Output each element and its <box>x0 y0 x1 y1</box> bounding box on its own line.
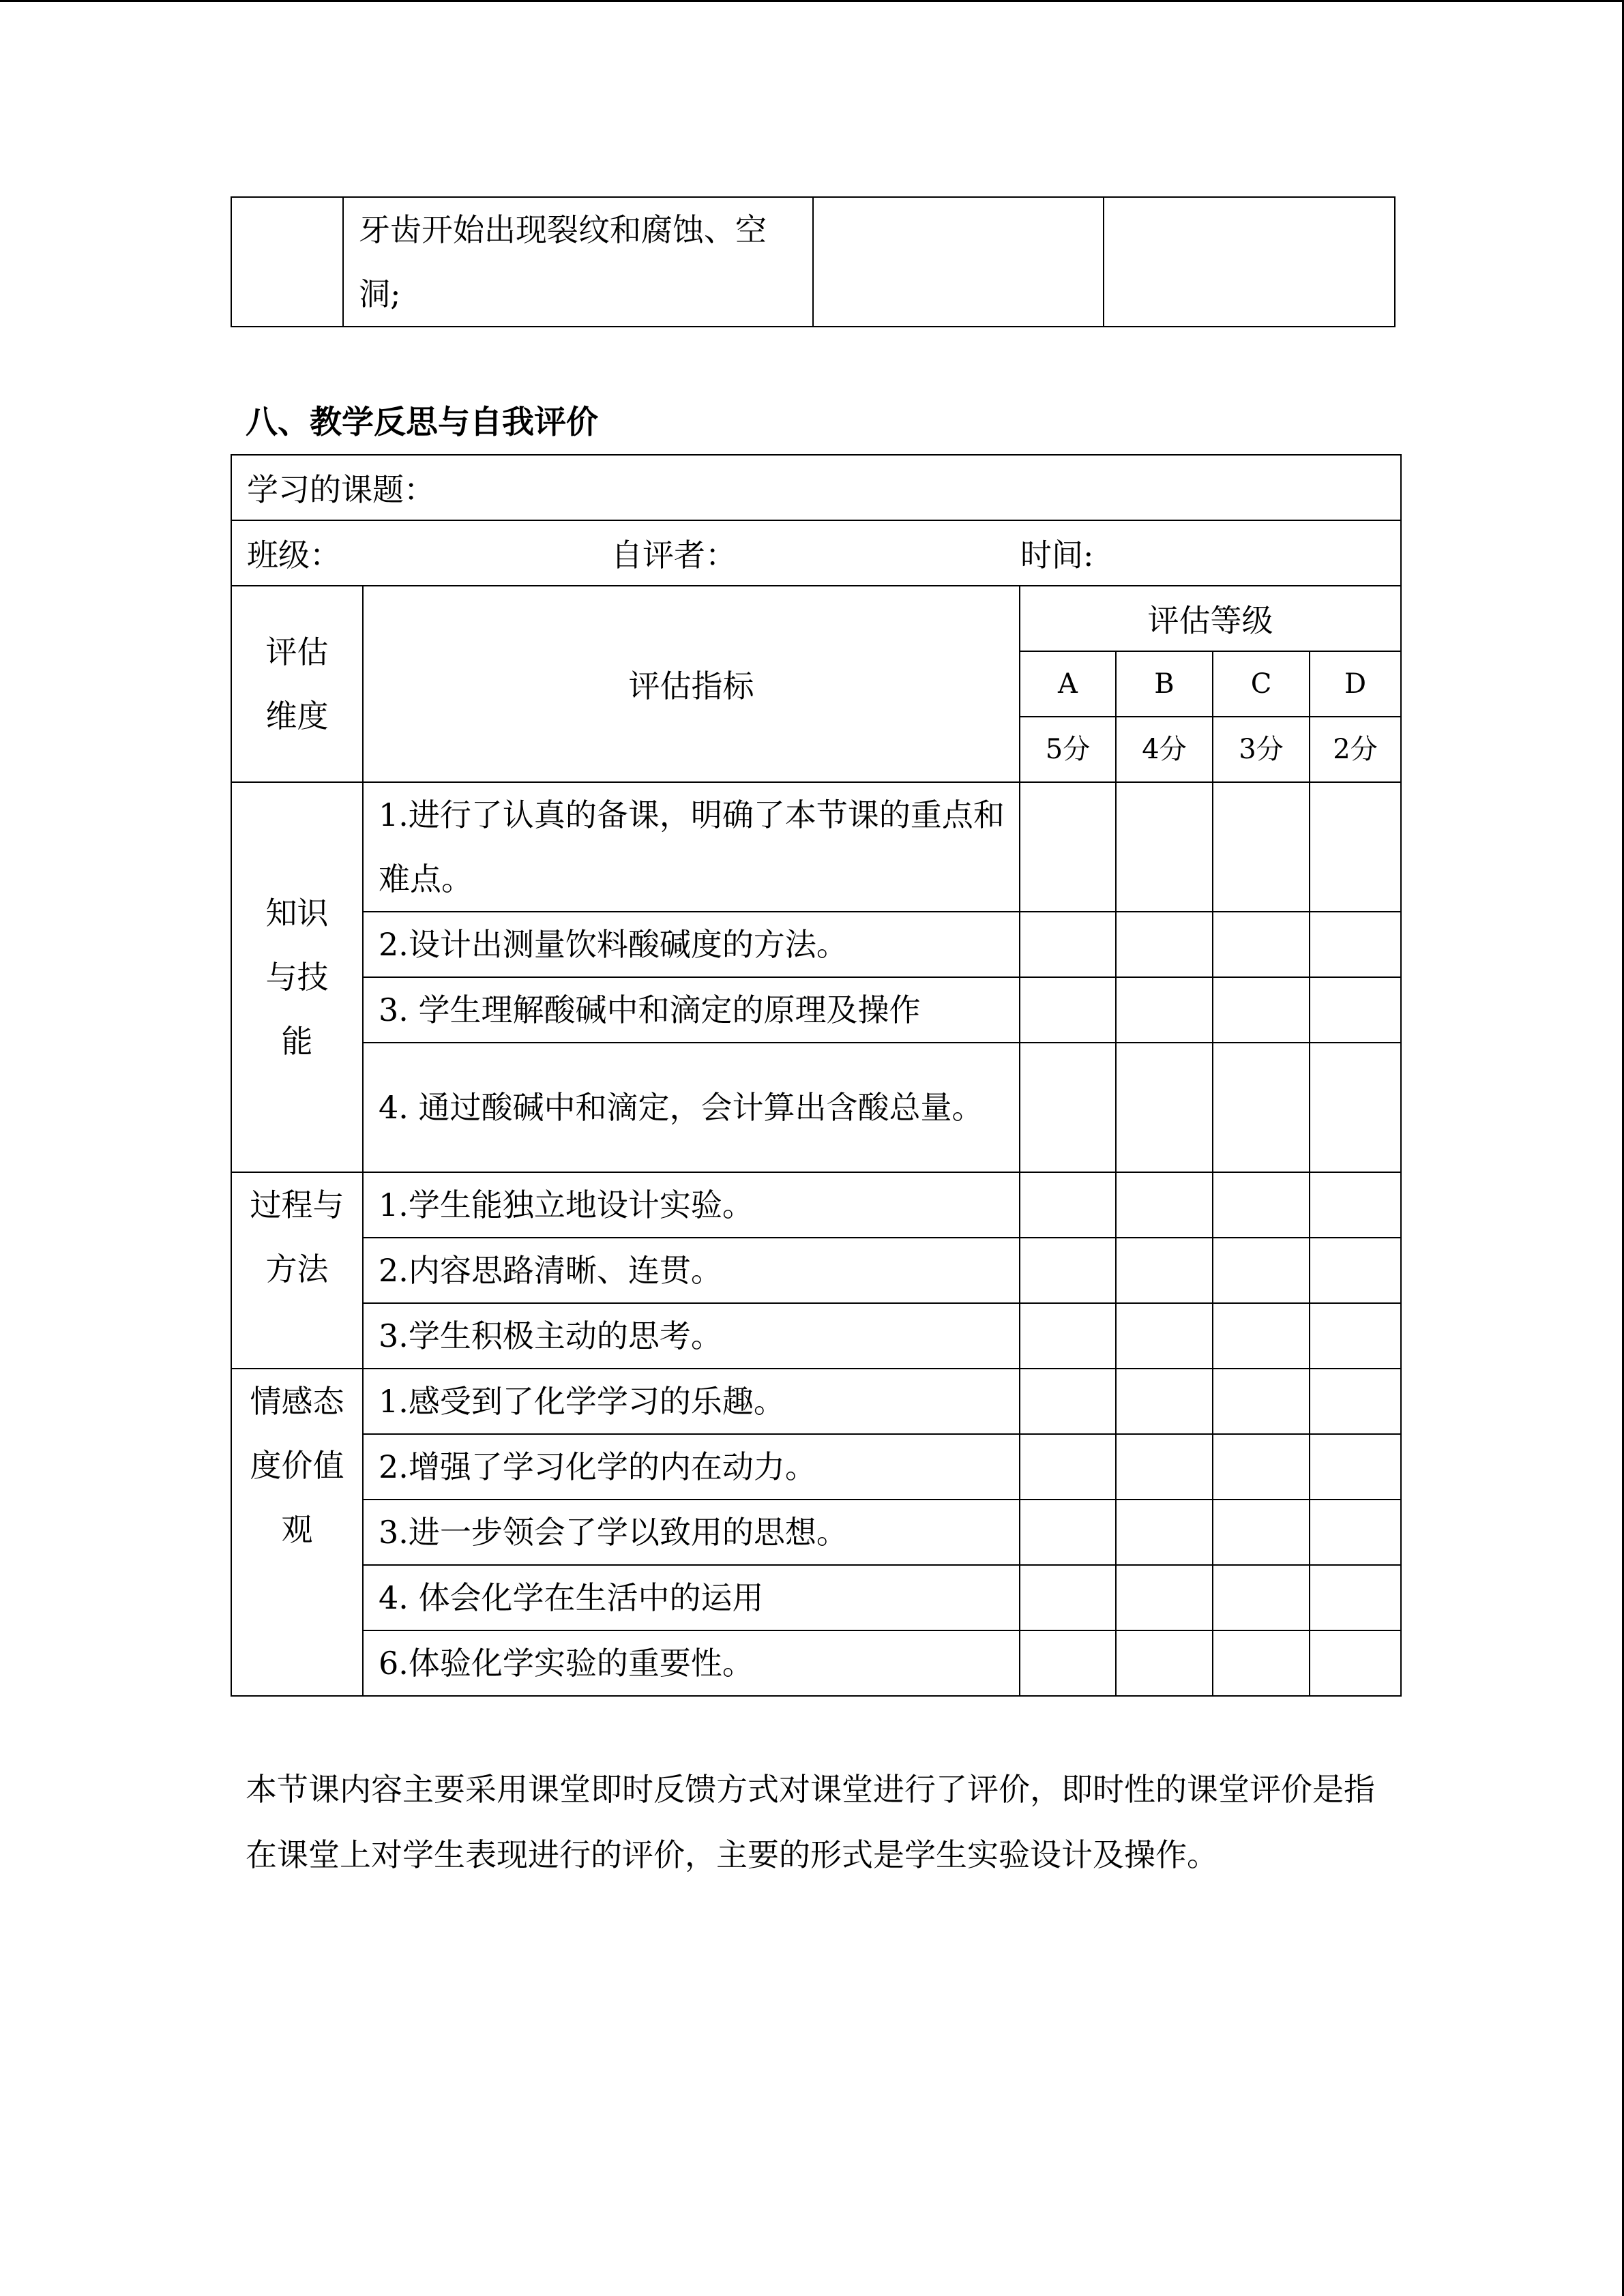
dimension-knowledge-text: 知识与技能 <box>265 895 329 1060</box>
grade-header: 评估等级 <box>1020 586 1401 651</box>
topic-label: 学习的课题： <box>231 455 1401 520</box>
table-row <box>231 1500 1401 1565</box>
score-cell[interactable] <box>1213 1369 1310 1434</box>
score-cell[interactable] <box>1310 1043 1401 1172</box>
indicator-item: 1.学生能独立地设计实验。 <box>363 1172 1020 1238</box>
score-cell[interactable] <box>1310 1369 1401 1434</box>
indicator-item: 2.内容思路清晰、连贯。 <box>363 1238 1020 1303</box>
score-cell[interactable] <box>1213 1172 1310 1238</box>
score-cell[interactable] <box>1213 1500 1310 1565</box>
indicator-item: 1.进行了认真的备课，明确了本节课的重点和难点。 <box>363 782 1020 912</box>
score-cell[interactable] <box>1020 1043 1116 1172</box>
score-cell[interactable] <box>1020 1565 1116 1630</box>
dimension-header-text: 评估维度 <box>265 633 329 734</box>
score-cell[interactable] <box>1116 912 1213 977</box>
grade-letter-b: B <box>1116 651 1213 717</box>
score-cell[interactable] <box>1116 1172 1213 1238</box>
dimension-process <box>231 1172 363 1369</box>
time-label: 时间: <box>1020 537 1094 573</box>
conclusion-text: 本节课内容主要采用课堂即时反馈方式对课堂进行了评价，即时性的课堂评价是指在课堂上对学生表现进行的评价，主要的形式是学生实验设计及操作。 <box>246 1771 1375 1873</box>
grade-score-d: 2分 <box>1310 717 1401 782</box>
table-row <box>231 1238 1401 1303</box>
score-cell[interactable] <box>1116 977 1213 1043</box>
page-top-border <box>0 0 1624 2</box>
table-cell <box>813 197 1104 327</box>
table-row <box>231 1369 1401 1434</box>
score-cell[interactable] <box>1310 977 1401 1043</box>
score-cell[interactable] <box>1020 1369 1116 1434</box>
grade-score-c: 3分 <box>1213 717 1310 782</box>
score-cell[interactable] <box>1116 1434 1213 1500</box>
indicator-item: 2.增强了学习化学的内在动力。 <box>363 1434 1020 1500</box>
table-row <box>231 1172 1401 1238</box>
table-row <box>231 197 1395 327</box>
indicator-item: 4. 体会化学在生活中的运用 <box>363 1565 1020 1630</box>
score-cell[interactable] <box>1116 782 1213 912</box>
score-cell[interactable] <box>1020 1630 1116 1696</box>
table-row <box>231 1303 1401 1369</box>
score-cell[interactable] <box>1310 1303 1401 1369</box>
score-cell[interactable] <box>1213 977 1310 1043</box>
table-cell: 牙齿开始出现裂纹和腐蚀、空洞; <box>343 197 813 327</box>
score-cell[interactable] <box>1310 912 1401 977</box>
table-row <box>231 1043 1401 1172</box>
score-cell[interactable] <box>1116 1369 1213 1434</box>
score-cell[interactable] <box>1310 1630 1401 1696</box>
score-cell[interactable] <box>1310 1434 1401 1500</box>
score-cell[interactable] <box>1213 912 1310 977</box>
score-cell[interactable] <box>1213 1043 1310 1172</box>
score-cell[interactable] <box>1116 1500 1213 1565</box>
score-cell[interactable] <box>1020 1434 1116 1500</box>
score-cell[interactable] <box>1310 782 1401 912</box>
score-cell[interactable] <box>1116 1043 1213 1172</box>
score-cell[interactable] <box>1310 1172 1401 1238</box>
section-heading: 八、教学反思与自我评价 <box>246 404 598 441</box>
indicator-item: 6.体验化学实验的重要性。 <box>363 1630 1020 1696</box>
table-row <box>231 520 1401 586</box>
score-cell[interactable] <box>1213 782 1310 912</box>
indicator-item: 3.进一步领会了学以致用的思想。 <box>363 1500 1020 1565</box>
dimension-knowledge <box>231 782 363 1172</box>
score-cell[interactable] <box>1116 1630 1213 1696</box>
table-row <box>231 1434 1401 1500</box>
table-row <box>231 455 1401 520</box>
carryover-table <box>231 196 1396 327</box>
score-cell[interactable] <box>1310 1500 1401 1565</box>
score-cell[interactable] <box>1020 1303 1116 1369</box>
score-cell[interactable] <box>1116 1303 1213 1369</box>
table-cell <box>1104 197 1395 327</box>
evaluator-label: 自评者： <box>611 537 737 573</box>
score-cell[interactable] <box>1020 1172 1116 1238</box>
dimension-attitude-text: 情感态度价值观 <box>250 1383 344 1548</box>
self-evaluation-table <box>231 454 1402 1697</box>
indicator-header: 评估指标 <box>363 586 1020 782</box>
table-row <box>231 782 1401 912</box>
table-row <box>231 977 1401 1043</box>
conclusion-paragraph <box>246 1757 1398 1888</box>
score-cell[interactable] <box>1213 1303 1310 1369</box>
table-row <box>231 1565 1401 1630</box>
indicator-item: 1.感受到了化学学习的乐趣。 <box>363 1369 1020 1434</box>
info-row <box>231 520 1401 586</box>
class-label: 班级： <box>247 537 341 573</box>
score-cell[interactable] <box>1020 1238 1116 1303</box>
indicator-item: 3. 学生理解酸碱中和滴定的原理及操作 <box>363 977 1020 1043</box>
dimension-header <box>231 586 363 782</box>
grade-score-b: 4分 <box>1116 717 1213 782</box>
grade-letter-c: C <box>1213 651 1310 717</box>
score-cell[interactable] <box>1020 977 1116 1043</box>
score-cell[interactable] <box>1213 1630 1310 1696</box>
score-cell[interactable] <box>1213 1434 1310 1500</box>
score-cell[interactable] <box>1020 912 1116 977</box>
grade-letter-a: A <box>1020 651 1116 717</box>
dimension-process-text: 过程与方法 <box>250 1187 344 1287</box>
score-cell[interactable] <box>1116 1565 1213 1630</box>
grade-letter-d: D <box>1310 651 1401 717</box>
indicator-item: 4. 通过酸碱中和滴定，会计算出含酸总量。 <box>363 1043 1020 1172</box>
indicator-item: 3.学生积极主动的思考。 <box>363 1303 1020 1369</box>
indicator-item: 2.设计出测量饮料酸碱度的方法。 <box>363 912 1020 977</box>
score-cell[interactable] <box>1116 1238 1213 1303</box>
score-cell[interactable] <box>1020 1500 1116 1565</box>
table-row <box>231 912 1401 977</box>
grade-score-a: 5分 <box>1020 717 1116 782</box>
score-cell[interactable] <box>1213 1565 1310 1630</box>
table-row <box>231 586 1401 651</box>
score-cell[interactable] <box>1310 1565 1401 1630</box>
table-cell <box>231 197 343 327</box>
score-cell[interactable] <box>1213 1238 1310 1303</box>
score-cell[interactable] <box>1310 1238 1401 1303</box>
score-cell[interactable] <box>1020 782 1116 912</box>
dimension-attitude <box>231 1369 363 1696</box>
table-row <box>231 1630 1401 1696</box>
